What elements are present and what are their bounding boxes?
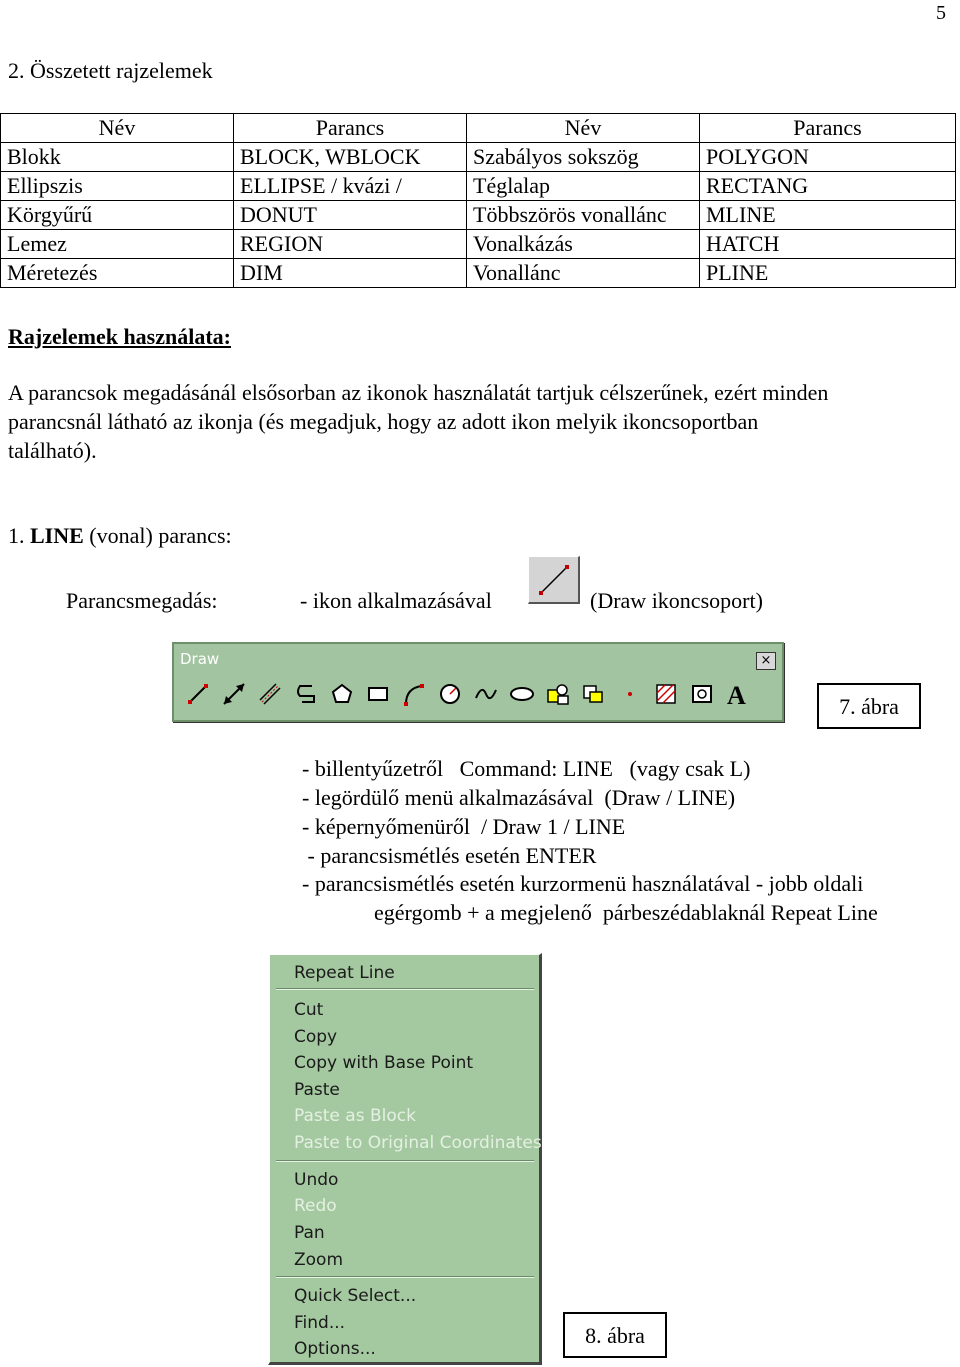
menu-item-redo: Redo [294,1196,337,1216]
table-row [1,230,956,259]
heading-number: 1. [8,523,30,548]
menu-item-paste-to-original-coordinates: Paste to Original Coordinates [294,1133,542,1153]
svg-text:A: A [727,681,746,708]
usage-text-line-3: található). [8,438,97,463]
draw-toolbar [172,642,784,722]
menu-item-copy-with-base-point[interactable]: Copy with Base Point [294,1053,474,1073]
heading-command: LINE [30,523,84,548]
menu-item-pan[interactable]: Pan [294,1223,325,1243]
hatch-icon[interactable] [652,680,680,708]
line-icon[interactable] [184,680,212,708]
menu-item-paste[interactable]: Paste [294,1080,340,1100]
heading-rest: (vonal) parancs: [83,523,232,548]
method-line-3: - képernyőmenüről / Draw 1 / LINE [302,814,626,839]
usage-heading: Rajzelemek használata: [8,324,232,349]
table-cell: POLYGON [700,143,956,172]
table-cell: Téglalap [467,172,700,201]
entry-method: - ikon alkalmazásával [300,588,492,613]
table-cell: BLOCK, WBLOCK [234,143,467,172]
table-cell: Vonallánc [467,259,700,288]
table-row [1,143,956,172]
menu-item-quick-select[interactable]: Quick Select... [294,1286,417,1306]
menu-separator [276,1276,534,1278]
header-name-1: Név [1,114,234,143]
usage-text-line-1: A parancsok megadásánál elsősorban az ikonok használatát tartjuk célszerűnek, ezért minden [8,380,829,405]
multiline-text-icon[interactable] [724,680,752,708]
menu-separator [276,988,534,990]
polygon-icon[interactable] [328,680,356,708]
table-cell: DIM [234,259,467,288]
table-cell: RECTANG [700,172,956,201]
table-cell: MLINE [700,201,956,230]
figure-7-caption: 7. ábra [817,683,921,729]
insert-block-icon[interactable] [544,680,572,708]
arc-icon[interactable] [400,680,428,708]
table-cell: DONUT [234,201,467,230]
table-cell: Méretezés [1,259,234,288]
method-line-5: - parancsismétlés esetén kurzormenü használatával - jobb oldali [302,871,864,896]
line-icon [528,556,580,604]
figure-8-caption: 8. ábra [563,1312,667,1358]
ellipse-icon[interactable] [508,680,536,708]
close-icon[interactable]: × [756,652,776,670]
page-number: 5 [936,2,946,24]
line-command-heading [8,523,232,549]
table-cell: Blokk [1,143,234,172]
toolbar-title: Draw [180,650,220,668]
entry-label: Parancsmegadás: [66,588,218,613]
table-header-row [1,114,956,143]
section-title: 2. Összetett rajzelemek [8,58,213,83]
make-block-icon[interactable] [580,680,608,708]
polyline-icon[interactable] [292,680,320,708]
table-cell: PLINE [700,259,956,288]
table-row [1,259,956,288]
command-table [0,113,956,288]
table-cell: Szabályos sokszög [467,143,700,172]
table-row [1,201,956,230]
menu-item-repeat-line[interactable]: Repeat Line [294,963,395,983]
method-line-1: - billentyűzetről Command: LINE (vagy csak L) [302,756,751,781]
menu-item-options[interactable]: Options... [294,1339,376,1359]
table-cell: Lemez [1,230,234,259]
menu-item-zoom[interactable]: Zoom [294,1250,344,1270]
region-icon[interactable] [688,680,716,708]
spline-icon[interactable] [472,680,500,708]
construction-line-icon[interactable] [220,680,248,708]
point-icon[interactable] [616,680,644,708]
menu-item-copy[interactable]: Copy [294,1027,338,1047]
table-cell: Ellipszis [1,172,234,201]
entry-group: (Draw ikoncsoport) [590,588,763,613]
multiline-icon[interactable] [256,680,284,708]
method-line-6: egérgomb + a megjelenő párbeszédablaknál Repeat Line [374,900,878,925]
table-cell: REGION [234,230,467,259]
menu-item-cut[interactable]: Cut [294,1000,324,1020]
table-cell: Körgyűrű [1,201,234,230]
method-line-4: - parancsismétlés esetén ENTER [302,843,597,868]
header-command-2: Parancs [700,114,956,143]
table-cell: Többszörös vonallánc [467,201,700,230]
header-name-2: Név [467,114,700,143]
table-cell: Vonalkázás [467,230,700,259]
menu-item-find[interactable]: Find... [294,1313,346,1333]
table-cell: ELLIPSE / kvázi / [234,172,467,201]
usage-text-line-2: parancsnál látható az ikonja (és megadjuk, hogy az adott ikon melyik ikoncsoportban [8,409,759,434]
menu-item-paste-as-block: Paste as Block [294,1106,416,1126]
context-menu [268,953,542,1365]
header-command-1: Parancs [234,114,467,143]
table-row [1,172,956,201]
circle-icon[interactable] [436,680,464,708]
menu-item-undo[interactable]: Undo [294,1170,339,1190]
rectangle-icon[interactable] [364,680,392,708]
menu-separator [276,1160,534,1162]
table-cell: HATCH [700,230,956,259]
method-line-2: - legördülő menü alkalmazásával (Draw / LINE) [302,785,736,810]
